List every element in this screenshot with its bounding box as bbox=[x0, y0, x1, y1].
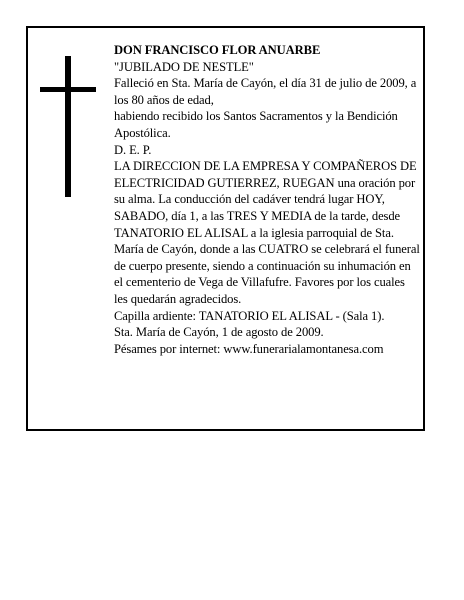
cross-icon bbox=[40, 56, 96, 197]
deceased-occupation: "JUBILADO DE NESTLE" bbox=[114, 59, 254, 74]
obituary-notice bbox=[26, 26, 425, 431]
cross-vertical-bar bbox=[65, 56, 71, 197]
obituary-text bbox=[114, 42, 420, 357]
condolences-line: Pésames por internet: www.funerarialamontanesa.com bbox=[114, 341, 384, 356]
cross-horizontal-bar bbox=[40, 87, 96, 92]
place-date-line: Sta. María de Cayón, 1 de agosto de 2009. bbox=[114, 325, 324, 340]
chapel-line: Capilla ardiente: TANATORIO EL ALISAL - (Sala 1). bbox=[114, 308, 385, 323]
rip-line: D. E. P. bbox=[114, 142, 152, 157]
deceased-name: DON FRANCISCO FLOR ANUARBE bbox=[114, 43, 321, 57]
sacraments-line: habiendo recibido los Santos Sacramentos y la Bendición Apostólica. bbox=[114, 109, 398, 140]
death-announcement: Falleció en Sta. María de Cayón, el día 31 de julio de 2009, a los 80 años de edad, bbox=[114, 76, 417, 107]
funeral-details: LA DIRECCION DE LA EMPRESA Y COMPAÑEROS DE ELECTRICIDAD GUTIERREZ, RUEGAN una oración por su alma. La conducción del cadáver tendrá lugar HOY, SABADO, día 1, a las TRES Y MEDIA de la tarde, desde TANATORIO EL ALISAL a la iglesia parroquial de Sta. María de Cayón, donde a las CUATRO se celebrará el funeral de cuerpo presente, siendo a continuación su inhumación en el cementerio de Vega de Villafufre. Favores por los cuales les quedarán agradecidos. bbox=[114, 159, 420, 306]
